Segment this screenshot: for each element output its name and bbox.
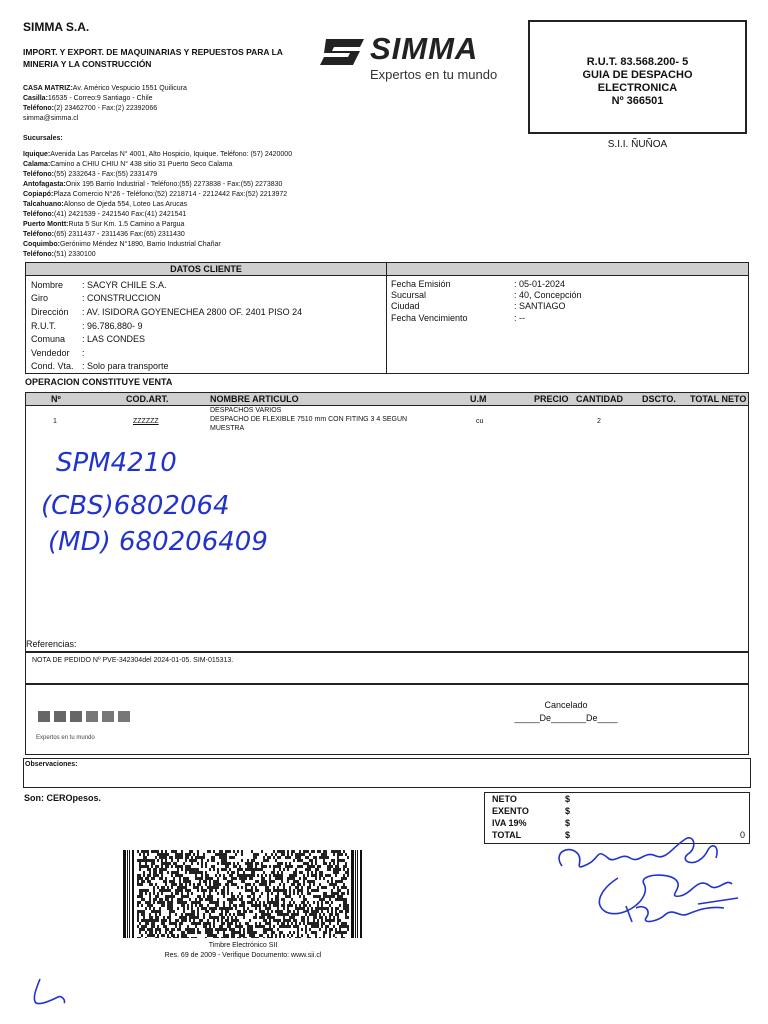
- address-line: [23, 104, 187, 114]
- client-field: Nombre : SACYR CHILE S.A.: [31, 280, 167, 290]
- signature-icon: [548, 818, 758, 928]
- cancelado-line: _____De_______De____: [514, 713, 618, 723]
- sucursal-line: Puerto Montt:Ruta 5 Sur Km. 1.5 Camino a Pargua: [23, 221, 185, 228]
- total-line: NETO $: [492, 794, 571, 804]
- col-header: DSCTO.: [642, 394, 676, 404]
- references-label: Referencias:: [26, 639, 77, 649]
- client-field: R.U.T. : 96.786.880- 9: [31, 321, 143, 331]
- logo-slogan: Expertos en tu mundo: [370, 67, 498, 82]
- footer-logo-caption: Expertos en tu mundo: [36, 735, 95, 741]
- row-quantity: 2: [597, 418, 601, 425]
- address-email: simma@simma.cl: [23, 115, 79, 122]
- document-id-box: [528, 20, 747, 134]
- address-text: Av. Américo Vespucio 1551 Quilicura: [72, 85, 187, 92]
- sucursal-line: Coquimbo:Gerónimo Méndez N°1890, Barrio Industrial Chañar: [23, 241, 221, 248]
- observaciones-label: Observaciones:: [25, 761, 78, 768]
- timbre-label: Timbre Electrónico SII: [208, 942, 278, 949]
- client-field: Vendedor :: [31, 348, 85, 358]
- simma-logo: [320, 33, 525, 83]
- col-header: TOTAL NETO: [690, 394, 747, 404]
- rut: R.U.T. 83.568.200- 5: [586, 56, 689, 68]
- emission-field: Ciudad : SANTIAGO: [391, 301, 566, 311]
- doc-number: Nº 366501: [611, 95, 664, 107]
- client-box: [25, 262, 749, 374]
- references-text: NOTA DE PEDIDO Nº PVE-342304del 2024-01-05. SIM-015313.: [32, 657, 234, 664]
- sucursal-line: Teléfono:(41) 2421539 - 2421540 Fax:(41) 2421541: [23, 211, 187, 218]
- address-text: 16535 - Correo:9 Santiago - Chile: [47, 95, 153, 102]
- total-line: IVA 19% $: [492, 818, 571, 828]
- client-field: Comuna : LAS CONDES: [31, 334, 146, 344]
- client-field: Dirección : AV. ISIDORA GOYENECHEA 2800 OF. 2401 PISO 24: [31, 307, 303, 317]
- timbre-resolution: Res. 69 de 2009 - Verifique Documento: www.sii.cl: [164, 952, 322, 959]
- address-label: Casilla:: [23, 95, 48, 102]
- timbre-barcode: [123, 850, 363, 938]
- address-text: (2) 23462700 - Fax:(2) 22392066: [53, 105, 158, 112]
- total-line: TOTAL $: [492, 830, 571, 840]
- sucursal-line: Teléfono:(65) 2311437 - 2311436 Fax:(65) 2311430: [23, 231, 185, 238]
- company-activity-line2: MINERIA Y LA CONSTRUCCIÓN: [23, 59, 152, 69]
- sucursal-line: Antofagasta:Onix 195 Barrio Industrial - Teléfono:(55) 2273838 - Fax:(55) 2273830: [23, 181, 283, 188]
- footer-logo-icon: [36, 709, 140, 725]
- total-value: 0: [739, 830, 745, 840]
- cancelado-box: [25, 684, 749, 755]
- emission-field: Fecha Emisión : 05-01-2024: [391, 279, 566, 289]
- items-table: [25, 392, 749, 652]
- company-activity-line1: IMPORT. Y EXPORT. DE MAQUINARIAS Y REPUESTOS PARA LA: [23, 47, 283, 57]
- references-box: [25, 652, 749, 684]
- row-number: 1: [53, 418, 57, 425]
- address-line: [23, 84, 187, 94]
- col-header: U.M: [470, 394, 487, 404]
- row-description: DESPACHOS VARIOS DESPACHO DE FLEXIBLE 7510 mm CON FITING 3 4 SEGUN MUESTRA: [210, 407, 408, 432]
- sucursal-line: Calama:Camino a CHIU CHIU N° 438 sitio 31 Puerto Seco Calama: [23, 161, 233, 168]
- cancelado-title: Cancelado: [544, 700, 588, 710]
- emission-field: Sucursal : 40, Concepción: [391, 290, 582, 300]
- sucursal-line: Teléfono:(55) 2332643 - Fax:(55) 2331479: [23, 171, 158, 178]
- client-divider: [386, 276, 387, 373]
- address-label: Teléfono:: [23, 105, 54, 112]
- row-code: ZZZZZZ: [133, 418, 159, 425]
- handwritten-note: SPM4210: [56, 448, 177, 478]
- address-line: [23, 94, 187, 104]
- doc-type-line1: GUIA DE DESPACHO: [582, 69, 693, 81]
- client-header-right: [387, 263, 748, 276]
- row-um: cu: [476, 418, 484, 425]
- doc-type-line2: ELECTRONICA: [597, 82, 678, 94]
- address-line: [23, 114, 187, 124]
- address-label: CASA MATRIZ:: [23, 85, 73, 92]
- address-block: [23, 84, 187, 124]
- sii-office: S.I.I. ÑUÑOA: [607, 139, 668, 150]
- col-header: Nº: [51, 394, 61, 404]
- sucursales-label: Sucursales:: [23, 135, 63, 142]
- operation-label: OPERACION CONSTITUYE VENTA: [25, 377, 173, 387]
- footer-logo: [36, 709, 140, 741]
- client-field: Cond. Vta. : Solo para transporte: [31, 361, 169, 371]
- sucursal-line: Teléfono:(51) 2330100: [23, 251, 96, 258]
- observaciones-box: [23, 758, 751, 788]
- col-header: NOMBRE ARTICULO: [210, 394, 299, 404]
- client-header: DATOS CLIENTE: [26, 263, 387, 276]
- handwritten-note: (MD) 680206409: [48, 527, 268, 557]
- initial-mark-icon: [28, 975, 72, 1009]
- items-table-header: [26, 393, 748, 406]
- amount-in-words: Son: CEROpesos.: [24, 793, 102, 803]
- sucursales-list: [23, 150, 292, 260]
- company-name: SIMMA S.A.: [23, 20, 90, 34]
- client-field: Giro : CONSTRUCCION: [31, 293, 161, 303]
- logo-wordmark: SIMMA: [370, 31, 479, 66]
- sucursal-line: Talcahuano:Alonso de Ojeda 554, Loteo Las Arucas: [23, 201, 188, 208]
- handwritten-note: (CBS)6802064: [41, 491, 230, 521]
- col-header: CANTIDAD: [576, 394, 623, 404]
- pdf417-barcode-icon: [123, 850, 363, 938]
- sucursal-line: Iquique:Avenida Las Parcelas N° 4001, Alto Hospicio, Iquique. Teléfono: (57) 2420000: [23, 151, 293, 158]
- total-line: EXENTO $: [492, 806, 571, 816]
- col-header: COD.ART.: [126, 394, 169, 404]
- col-header: PRECIO: [534, 394, 569, 404]
- emission-field: Fecha Vencimiento : --: [391, 313, 525, 323]
- sucursal-line: Copiapó:Plaza Comercio N°26 - Teléfono:(52) 2218714 - 2212442 Fax:(52) 2213972: [23, 191, 288, 198]
